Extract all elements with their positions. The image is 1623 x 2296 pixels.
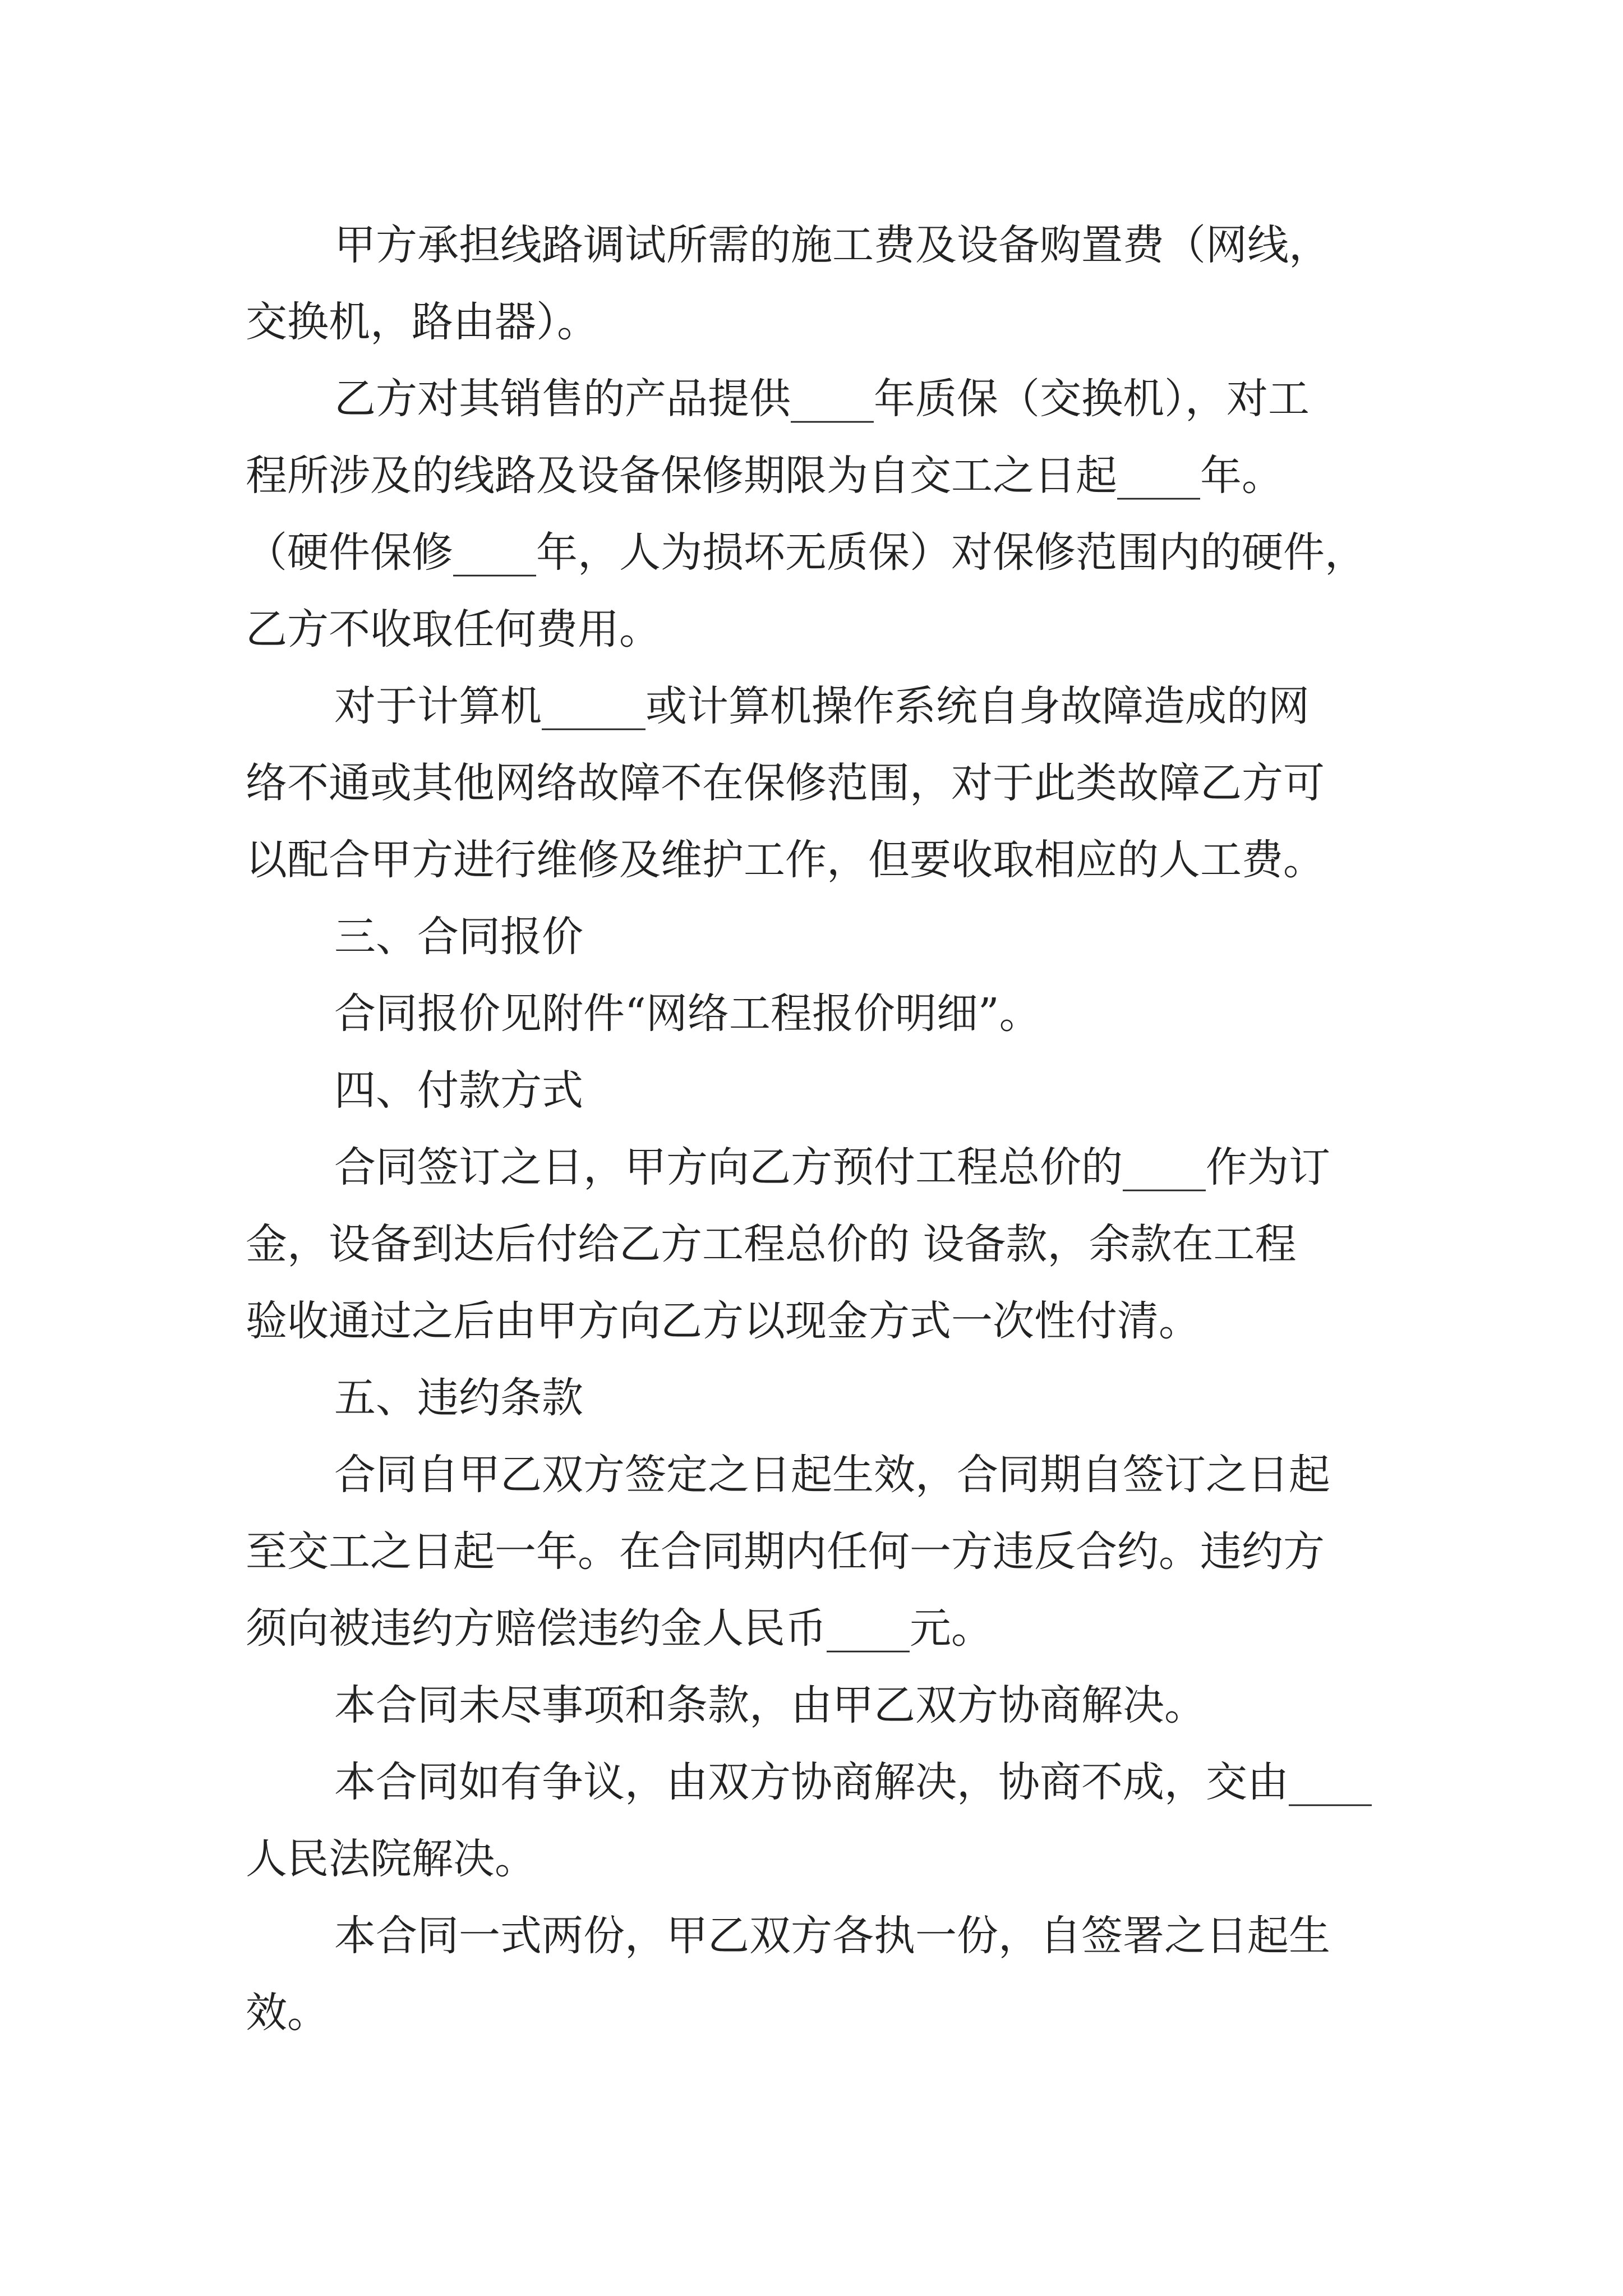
paragraph-line: 人民法院解决。 (246, 1835, 536, 1883)
paragraph-line: 乙方不收取任何费用。 (246, 605, 661, 654)
paragraph-line: 效。 (246, 1989, 329, 2037)
paragraph-line: 乙方对其销售的产品提供____年质保（交换机），对工 (334, 375, 1310, 423)
section-heading: 四、付款方式 (334, 1066, 583, 1115)
paragraph-line: 本合同如有争议，由双方协商解决，协商不成，交由____ (334, 1758, 1372, 1806)
paragraph-line: 本合同未尽事项和条款，由甲乙双方协商解决。 (334, 1681, 1206, 1729)
section-heading: 五、违约条款 (334, 1374, 583, 1422)
paragraph-line: 金，设备到达后付给乙方工程总价的 设备款，余款在工程 (246, 1220, 1297, 1268)
paragraph-line: 交换机，路由器）。 (246, 298, 598, 346)
paragraph-line: 程所涉及的线路及设备保修期限为自交工之日起____年。 (246, 452, 1283, 500)
paragraph-line: 至交工之日起一年。在合同期内任何一方违反合约。违约方 (246, 1527, 1325, 1576)
paragraph-line: 合同签订之日，甲方向乙方预付工程总价的____作为订 (334, 1143, 1330, 1191)
paragraph-line: 须向被违约方赔偿违约金人民币____元。 (246, 1604, 993, 1653)
section-heading: 三、合同报价 (334, 913, 583, 961)
paragraph-line: 本合同一式两份，甲乙双方各执一份，自签署之日起生 (334, 1912, 1330, 1960)
paragraph-line: 验收通过之后由甲方向乙方以现金方式一次性付清。 (246, 1297, 1200, 1345)
paragraph-line: 甲方承担线路调试所需的施工费及设备购置费（网线， (334, 221, 1330, 269)
paragraph-line: （硬件保修____年，人为损坏无质保）对保修范围内的硬件， (246, 528, 1366, 577)
paragraph-line: 以配合甲方进行维修及维护工作，但要收取相应的人工费。 (246, 836, 1325, 884)
paragraph-line: 合同报价见附件“网络工程报价明细”。 (334, 990, 1041, 1038)
paragraph-line: 对于计算机_____或计算机操作系统自身故障造成的网 (334, 682, 1310, 730)
paragraph-line: 络不通或其他网络故障不在保修范围，对于此类故障乙方可 (246, 759, 1325, 807)
paragraph-line: 合同自甲乙双方签定之日起生效，合同期自签订之日起 (334, 1451, 1330, 1499)
